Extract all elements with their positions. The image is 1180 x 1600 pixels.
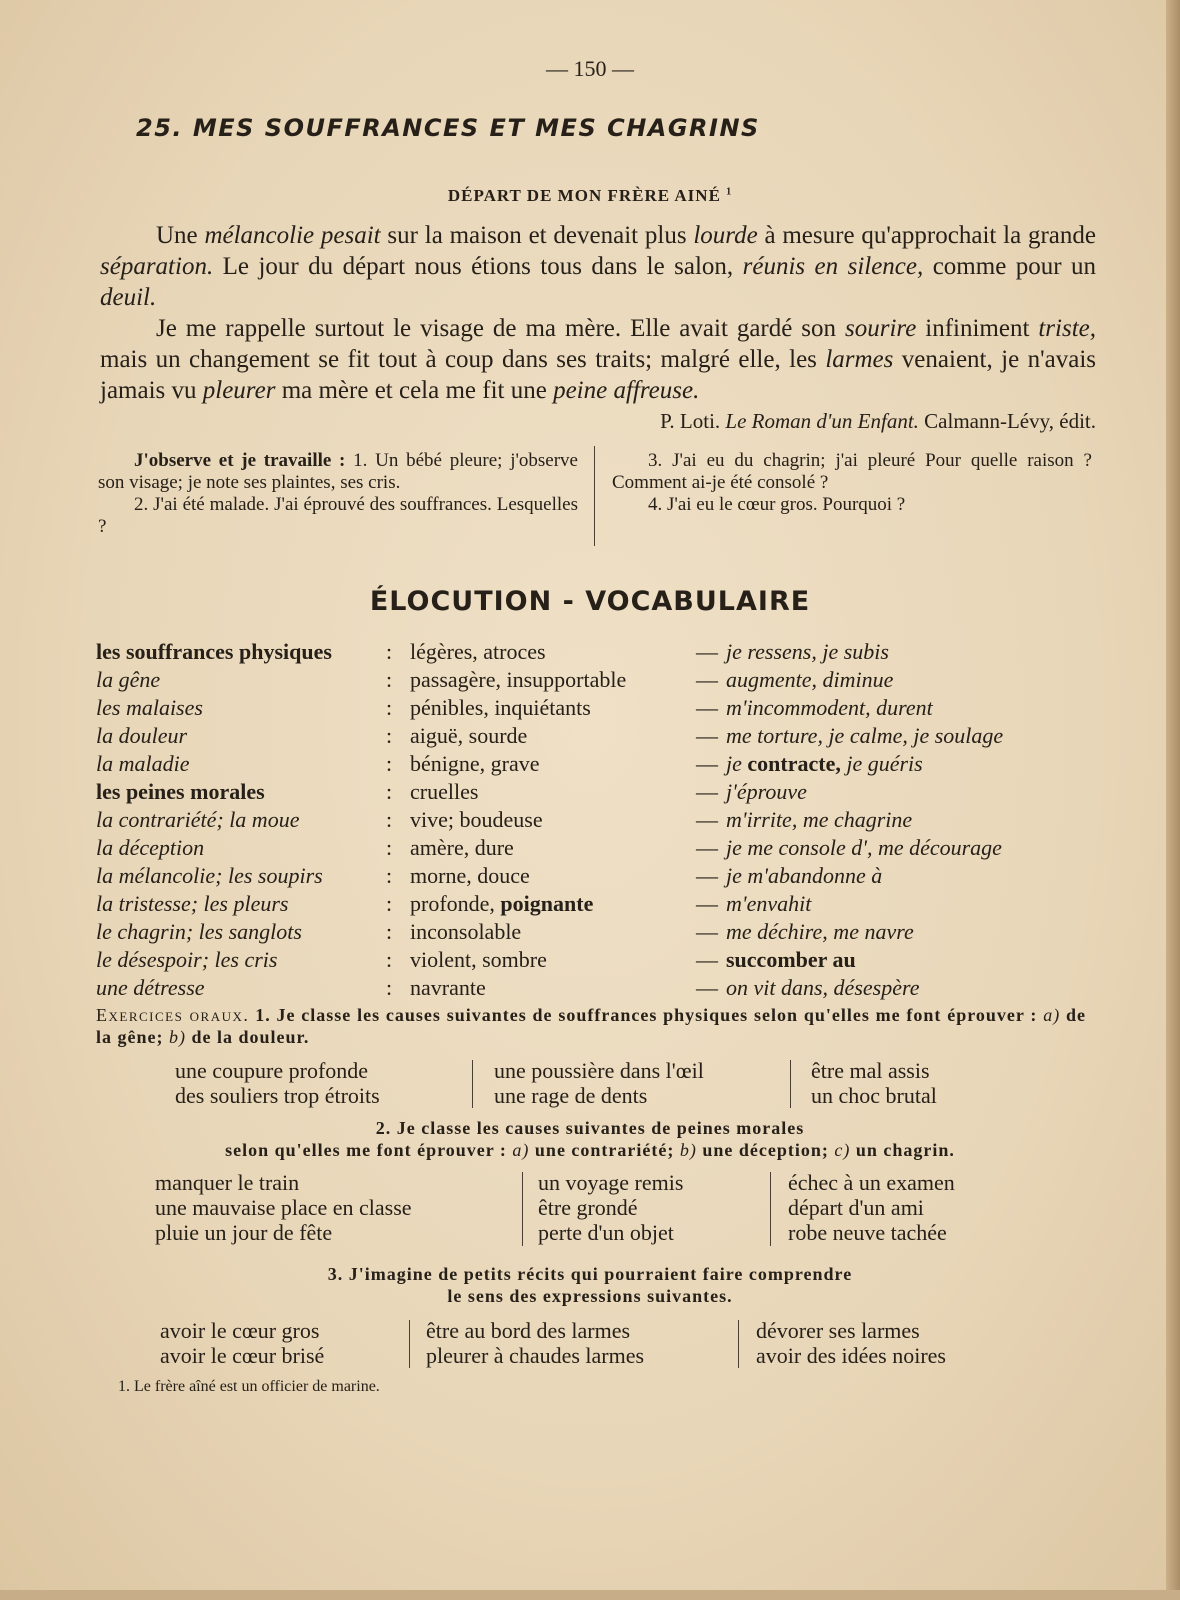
vocab-adjectives	[410, 750, 540, 778]
vocab-adjectives	[410, 890, 593, 918]
colon-separator: :	[386, 667, 393, 692]
text-run: mais un changement se fit tout à coup dans ses traits; malgré elle, les	[100, 346, 826, 373]
text-run: infiniment	[916, 315, 1039, 342]
colon-separator: :	[386, 695, 393, 720]
list-item: avoir le cœur gros	[160, 1318, 320, 1343]
vocab-adjectives	[410, 694, 591, 722]
passage-source	[604, 406, 1096, 437]
verb-run: m'envahit	[726, 891, 812, 916]
verb-run: je me console d', me décourage	[726, 835, 1002, 860]
vocab-term: les souffrances physiques	[96, 639, 332, 664]
exercise-3-column-3	[756, 1318, 946, 1368]
dash-separator: —	[696, 639, 718, 664]
exercise-1-a-letter: a)	[1043, 1005, 1061, 1025]
adjective-run: poignante	[500, 891, 594, 916]
dash-separator: —	[696, 891, 718, 916]
list-item: échec à un examen	[788, 1170, 955, 1195]
colon-separator: :	[386, 975, 393, 1000]
text-run: Une	[156, 222, 205, 249]
text-run: sur la maison et devenait plus	[380, 222, 694, 249]
exercise-1-column-2	[494, 1058, 704, 1108]
dash-separator: —	[696, 723, 718, 748]
column-divider	[770, 1172, 771, 1246]
column-divider	[522, 1172, 523, 1246]
adjective-run: aiguë, sourde	[410, 723, 528, 748]
list-item: une mauvaise place en classe	[155, 1195, 412, 1220]
text-run: comme pour un	[923, 253, 1096, 280]
dash-separator: —	[696, 695, 718, 720]
vocab-verbs	[726, 694, 933, 722]
colon-separator: :	[386, 891, 393, 916]
vocab-adjectives	[410, 834, 514, 862]
column-divider	[472, 1060, 473, 1108]
exercise-2-line-1: 2. Je classe les causes suivantes de peines morales	[375, 1118, 805, 1138]
colon-separator: :	[386, 723, 393, 748]
exercise-2-line-2	[80, 1139, 1100, 1161]
text-run: mélancolie pesait	[204, 222, 381, 249]
vocab-term: la contrariété; la moue	[96, 807, 300, 832]
observation-q2: 2. J'ai été malade. J'ai éprouvé des souffrances. Lesquelles ?	[98, 494, 578, 537]
vocab-term: les peines morales	[96, 779, 265, 804]
text-run: ma mère et cela me fit une	[275, 377, 554, 404]
list-item: une poussière dans l'œil	[494, 1058, 704, 1083]
vocab-verbs	[726, 638, 889, 666]
dash-separator: —	[696, 863, 718, 888]
exercise-1-b-letter: b)	[168, 1027, 186, 1047]
vocab-verbs	[726, 666, 893, 694]
vocab-adjectives	[410, 806, 543, 834]
text-run: venaient, je n'avais jamais vu	[100, 346, 1096, 404]
verb-run: je guéris	[840, 751, 923, 776]
vocab-adjectives	[410, 918, 521, 946]
colon-separator: :	[386, 779, 393, 804]
vocab-row	[96, 918, 1096, 946]
colon-separator: :	[386, 835, 393, 860]
vocab-row	[96, 638, 1096, 666]
vocab-term: la tristesse; les pleurs	[96, 891, 289, 916]
passage-paragraph-1	[100, 220, 1096, 313]
list-item: manquer le train	[155, 1170, 300, 1195]
vocab-verbs	[726, 806, 912, 834]
vocab-verbs	[726, 750, 923, 778]
exercise-2-column-1	[155, 1170, 412, 1245]
exercise-2-column-3	[788, 1170, 955, 1245]
exercise-3-column-1	[160, 1318, 324, 1368]
footnote-marker: 1	[726, 186, 733, 198]
list-item: avoir le cœur brisé	[160, 1343, 325, 1368]
text-run: sourire	[844, 315, 917, 342]
list-item: dévorer ses larmes	[756, 1318, 920, 1343]
exercise-2-b-letter: b)	[679, 1140, 697, 1160]
exercise-2-c-text: un chagrin.	[855, 1140, 955, 1160]
exercise-3-column-2	[426, 1318, 644, 1368]
observation-q4: 4. J'ai eu le cœur gros. Pourquoi ?	[648, 494, 906, 515]
list-item: être grondé	[538, 1195, 638, 1220]
verb-run: augmente, diminue	[726, 667, 894, 692]
exercise-2-line-2-text: selon qu'elles me font éprouver :	[225, 1140, 507, 1160]
vocab-adjectives	[410, 946, 547, 974]
vocab-row	[96, 666, 1096, 694]
dash-separator: —	[696, 919, 718, 944]
colon-separator: :	[386, 947, 393, 972]
exercises-label: Exercices oraux.	[96, 1005, 250, 1025]
list-item: des souliers trop étroits	[175, 1083, 380, 1108]
vocab-row	[96, 890, 1096, 918]
adjective-run: amère, dure	[410, 835, 514, 860]
dash-separator: —	[696, 835, 718, 860]
text-run: Calmann-Lévy, édit.	[918, 409, 1096, 433]
column-divider	[790, 1060, 791, 1108]
verb-run: je	[726, 751, 748, 776]
vocab-verbs	[726, 722, 1003, 750]
footnote: 1. Le frère aîné est un officier de marine.	[118, 1378, 380, 1395]
exercise-2-a-letter: a)	[512, 1140, 530, 1160]
verb-run: on vit dans, désespère	[726, 975, 920, 1000]
verb-run: je ressens, je subis	[726, 639, 889, 664]
page-edge-bottom	[0, 1590, 1180, 1600]
vocab-term: la maladie	[96, 751, 190, 776]
list-item: pluie un jour de fête	[155, 1220, 333, 1245]
adjective-run: bénigne, grave	[410, 751, 540, 776]
lesson-title: 25. MES SOUFFRANCES ET MES CHAGRINS	[136, 114, 760, 142]
vocab-row	[96, 750, 1096, 778]
adjective-run: profonde,	[410, 891, 501, 916]
vocab-adjectives	[410, 778, 478, 806]
text-run: deuil.	[100, 284, 157, 311]
list-item: être au bord des larmes	[426, 1318, 631, 1343]
exercise-3-line-2: le sens des expressions suivantes.	[447, 1286, 733, 1306]
exercise-2-instruction	[80, 1117, 1100, 1161]
vocab-term: la déception	[96, 835, 205, 860]
column-divider	[594, 446, 595, 546]
column-divider	[738, 1320, 739, 1368]
exercise-2-b-text: une déception;	[702, 1140, 829, 1160]
dash-separator: —	[696, 975, 718, 1000]
vocab-row	[96, 946, 1096, 974]
text-run: larmes	[825, 346, 894, 373]
vocab-verbs	[726, 946, 856, 974]
adjective-run: morne, douce	[410, 863, 530, 888]
text-run: peine affreuse.	[553, 377, 700, 404]
exercise-2-c-letter: c)	[834, 1140, 851, 1160]
observation-questions-left	[98, 450, 578, 538]
list-item: une rage de dents	[494, 1083, 648, 1108]
exercise-3-instruction	[80, 1263, 1100, 1307]
observation-questions-right	[612, 450, 1092, 516]
dash-separator: —	[696, 667, 718, 692]
exercise-1-a-text: de la gêne;	[96, 1005, 1087, 1047]
list-item: robe neuve tachée	[788, 1220, 947, 1245]
adjective-run: inconsolable	[410, 919, 522, 944]
adjective-run: navrante	[410, 975, 486, 1000]
vocab-row	[96, 694, 1096, 722]
exercise-1-column-3	[811, 1058, 937, 1108]
colon-separator: :	[386, 639, 393, 664]
passage-paragraph-2-text	[100, 315, 1096, 404]
list-item: pleurer à chaudes larmes	[426, 1343, 645, 1368]
verb-run: contracte,	[747, 751, 841, 776]
vocab-row	[96, 834, 1096, 862]
observation-heading: J'observe et je travaille :	[134, 450, 346, 471]
dash-separator: —	[696, 751, 718, 776]
vocab-term: le désespoir; les cris	[96, 947, 278, 972]
adjective-run: légères, atroces	[410, 639, 546, 664]
colon-separator: :	[386, 863, 393, 888]
vocab-row	[96, 806, 1096, 834]
vocab-row	[96, 862, 1096, 890]
exercise-3-line-1: 3. J'imagine de petits récits qui pourraient faire comprendre	[327, 1264, 853, 1284]
text-run: lourde	[693, 222, 758, 249]
exercise-1-instruction	[96, 1004, 1086, 1048]
vocab-adjectives	[410, 974, 486, 1002]
colon-separator: :	[386, 807, 393, 832]
list-item: un choc brutal	[811, 1083, 937, 1108]
exercise-2-a-text: une contrariété;	[534, 1140, 675, 1160]
page-number: — 150 —	[546, 56, 634, 81]
list-item: être mal assis	[811, 1058, 930, 1083]
exercise-1-text: 1. Je classe les causes suivantes de souffrances physiques selon qu'elles me font éprouver :	[255, 1005, 1038, 1025]
observation-q1-text: 1. Un bébé pleure; j'observe son visage; je note ses plaintes, ses cris.	[98, 450, 578, 493]
vocab-term: la douleur	[96, 723, 188, 748]
vocab-term: la gêne	[96, 667, 161, 692]
page-edge	[1166, 0, 1180, 1600]
text-run: Je me rappelle surtout le visage de ma mère. Elle avait gardé son	[156, 315, 845, 342]
verb-run: me déchire, me navre	[726, 919, 914, 944]
colon-separator: :	[386, 919, 393, 944]
colon-separator: :	[386, 751, 393, 776]
list-item: une coupure profonde	[175, 1058, 369, 1083]
section-heading: ÉLOCUTION - VOCABULAIRE	[369, 586, 811, 617]
text-run: à mesure qu'approchait la grande	[757, 222, 1096, 249]
exercise-1-b-text: de la douleur.	[191, 1027, 310, 1047]
adjective-run: vive; boudeuse	[410, 807, 543, 832]
adjective-run: cruelles	[410, 779, 479, 804]
vocab-verbs	[726, 918, 914, 946]
exercise-1-column-1	[175, 1058, 380, 1108]
vocab-verbs	[726, 778, 807, 806]
list-item: un voyage remis	[538, 1170, 684, 1195]
vocab-term: la mélancolie; les soupirs	[96, 863, 323, 888]
text-title	[0, 186, 1180, 206]
vocab-row	[96, 722, 1096, 750]
adjective-run: violent, sombre	[410, 947, 547, 972]
dash-separator: —	[696, 779, 718, 804]
text-run: réunis en silence,	[742, 253, 924, 280]
vocab-adjectives	[410, 722, 527, 750]
vocab-row	[96, 974, 1096, 1002]
vocab-row	[96, 778, 1096, 806]
verb-run: j'éprouve	[726, 779, 807, 804]
dash-separator: —	[696, 807, 718, 832]
observation-q3: 3. J'ai eu du chagrin; j'ai pleuré Pour quelle raison ? Comment ai-je été consolé ?	[612, 450, 1092, 493]
list-item: perte d'un objet	[538, 1220, 674, 1245]
text-run: pleurer	[202, 377, 276, 404]
text-title-label: DÉPART DE MON FRÈRE AINÉ	[447, 186, 721, 205]
vocab-adjectives	[410, 638, 546, 666]
text-run: Le jour du départ nous étions tous dans le salon,	[213, 253, 743, 280]
text-run: séparation.	[100, 253, 214, 280]
verb-run: me torture, je calme, je soulage	[726, 723, 1004, 748]
exercise-2-column-2	[538, 1170, 683, 1245]
vocab-verbs	[726, 834, 1002, 862]
verb-run: m'irrite, me chagrine	[726, 807, 913, 832]
adjective-run: pénibles, inquiétants	[410, 695, 591, 720]
vocab-verbs	[726, 890, 811, 918]
vocab-adjectives	[410, 862, 530, 890]
text-run: Le Roman d'un Enfant.	[725, 409, 919, 433]
vocab-verbs	[726, 974, 919, 1002]
adjective-run: passagère, insupportable	[410, 667, 627, 692]
verb-run: je m'abandonne à	[726, 863, 883, 888]
text-run: triste,	[1038, 315, 1096, 342]
column-divider	[409, 1320, 410, 1368]
verb-run: succomber au	[726, 947, 856, 972]
vocab-verbs	[726, 862, 882, 890]
vocab-term: les malaises	[96, 695, 203, 720]
vocab-term: le chagrin; les sanglots	[96, 919, 302, 944]
verb-run: m'incommodent, durent	[726, 695, 933, 720]
dash-separator: —	[696, 947, 718, 972]
observation-q1	[98, 450, 578, 494]
reading-passage	[100, 220, 1096, 437]
vocab-term: une détresse	[96, 975, 205, 1000]
vocabulary-table	[96, 638, 1096, 1002]
list-item: départ d'un ami	[788, 1195, 924, 1220]
passage-paragraph-2	[100, 313, 1096, 433]
text-run: P. Loti.	[660, 409, 726, 433]
vocab-adjectives	[410, 666, 626, 694]
list-item: avoir des idées noires	[756, 1343, 946, 1368]
